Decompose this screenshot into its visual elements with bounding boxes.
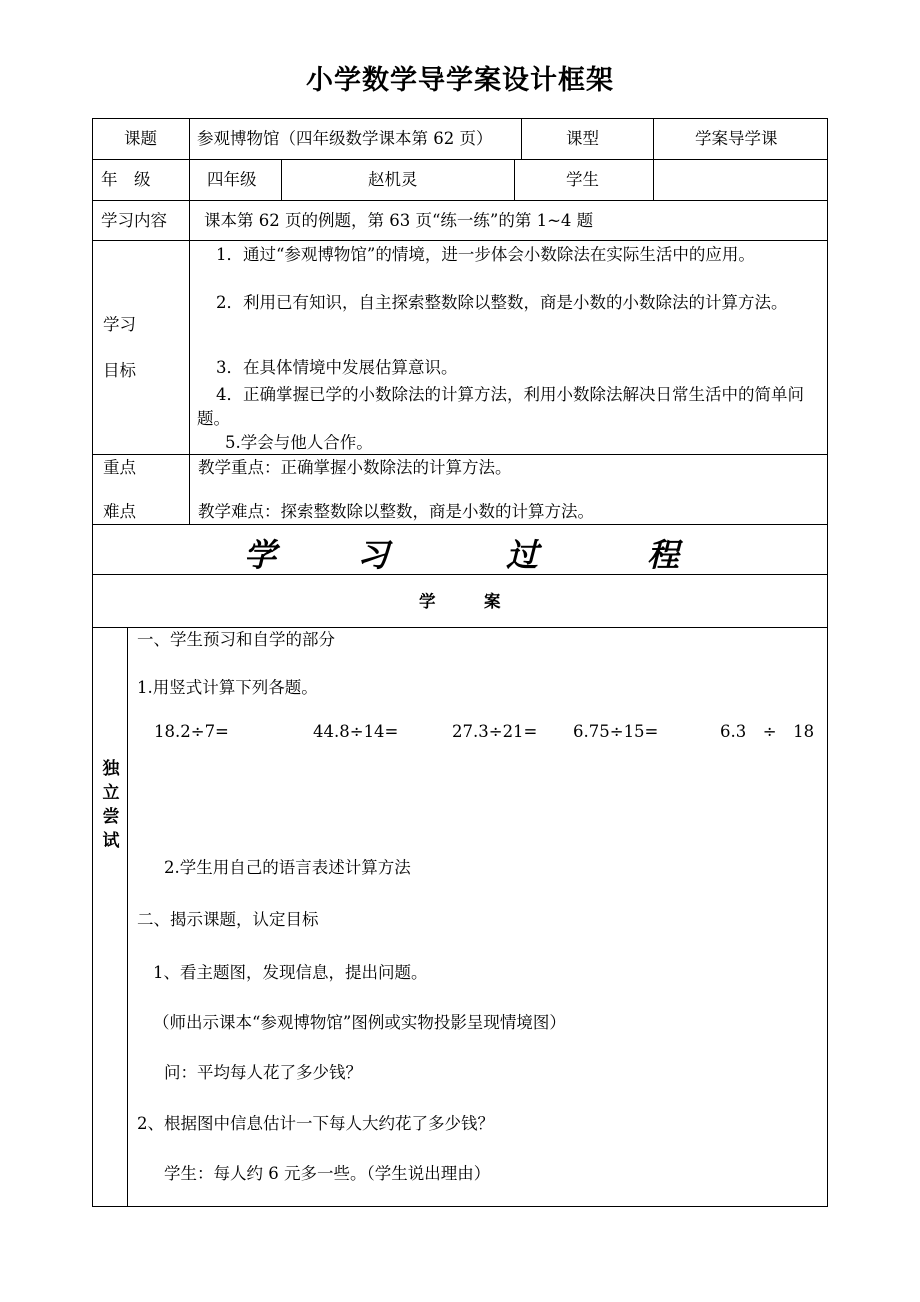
objective-item: 2．利用已有知识，自主探索整数除以整数，商是小数的小数除法的计算方法。 [216, 293, 788, 312]
content-value: 课本第 62 页的例题，第 63 页“练一练”的第 1~4 题 [204, 211, 594, 230]
problem: 6.75÷15= [573, 722, 659, 741]
problem: 18.2÷7= [154, 722, 229, 741]
plan-heading-char: 学 [419, 592, 436, 611]
process-heading-char: 习 [357, 536, 390, 574]
student-label: 学生 [566, 170, 599, 189]
grade-value: 四年级 [207, 170, 257, 189]
problem: 44.8÷14= [313, 722, 399, 741]
document-title: 小学数学导学案设计框架 [306, 65, 614, 96]
objective-item: 1．通过“参观博物馆”的情境，进一步体会小数除法在实际生活中的应用。 [216, 245, 755, 264]
plan-heading-char: 案 [484, 592, 501, 611]
objective-item: 3．在具体情境中发展估算意识。 [216, 358, 458, 377]
task-line: 1.用竖式计算下列各题。 [137, 678, 318, 697]
type-label: 课型 [566, 129, 599, 148]
side-label-char: 立 [102, 783, 120, 803]
objectives-label-2: 目标 [103, 361, 136, 380]
objective-item: 4．正确掌握已学的小数除法的计算方法，利用小数除法解决日常生活中的简单问题。 [197, 385, 804, 428]
type-value: 学案导学课 [695, 129, 778, 148]
process-heading-char: 学 [244, 536, 277, 574]
problem: 27.3÷21= [452, 722, 538, 741]
answer-line: 学生：每人约 6 元多一些。（学生说出理由） [164, 1164, 491, 1183]
content-label: 学习内容 [101, 211, 167, 230]
keypoints-label-2: 难点 [103, 502, 136, 521]
side-label-char: 独 [102, 759, 120, 779]
section-heading: 二、揭示课题，认定目标 [137, 910, 319, 929]
step-line: 2、根据图中信息估计一下每人大约花了多少钱？ [137, 1114, 494, 1133]
topic-label: 课题 [124, 129, 157, 148]
key-point: 教学重点：正确掌握小数除法的计算方法。 [198, 458, 512, 477]
topic-value: 参观博物馆（四年级数学课本第 62 页） [197, 129, 493, 148]
question-line: 问：平均每人花了多少钱？ [164, 1063, 362, 1082]
process-heading-char: 程 [647, 536, 680, 574]
step-line: 1、看主题图，发现信息，提出问题。 [153, 963, 428, 982]
side-label-char: 尝 [102, 807, 120, 827]
teacher-name: 赵机灵 [368, 170, 418, 189]
objectives-label-1: 学习 [103, 315, 136, 334]
grade-label: 年 级 [101, 170, 151, 189]
problem: 6.3 ÷ 18 [720, 722, 815, 741]
process-heading-char: 过 [506, 536, 539, 574]
keypoints-label-1: 重点 [103, 458, 136, 477]
step-note: （师出示课本“参观博物馆”图例或实物投影呈现情境图） [153, 1013, 566, 1032]
objective-item: 5.学会与他人合作。 [225, 433, 373, 452]
section-heading: 一、学生预习和自学的部分 [137, 630, 335, 649]
task-line: 2.学生用自己的语言表述计算方法 [164, 858, 411, 877]
side-label-char: 试 [102, 831, 120, 851]
difficulty-point: 教学难点：探索整数除以整数，商是小数的计算方法。 [198, 502, 594, 521]
side-label [100, 757, 122, 853]
